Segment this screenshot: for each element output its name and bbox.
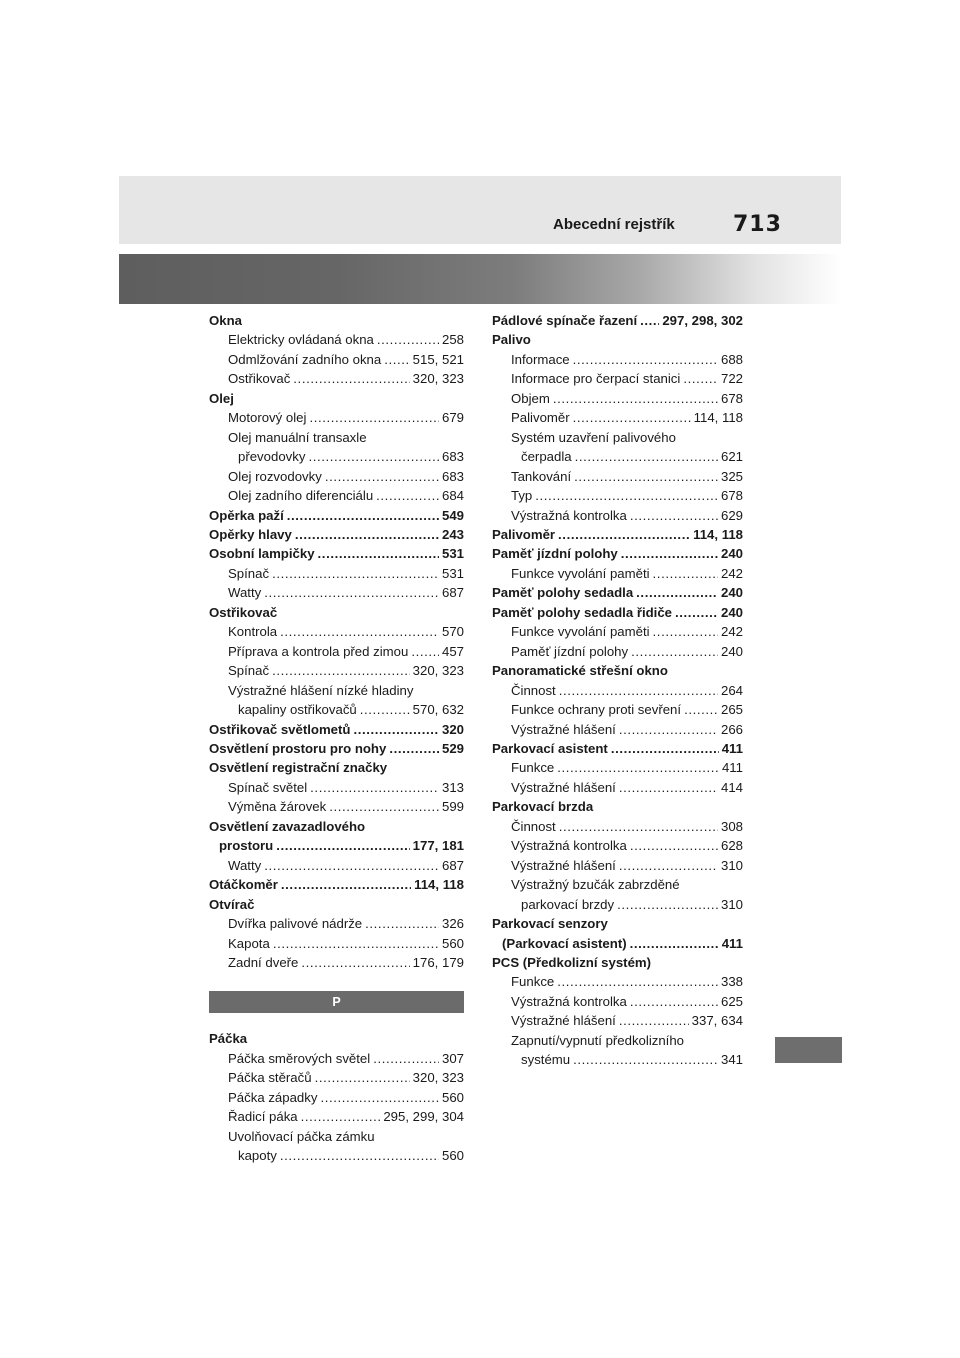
index-entry: Informace ..... 688 xyxy=(492,350,743,369)
index-heading: Otáčkoměr ..... 114, 118 xyxy=(209,875,464,894)
index-entry: Kontrola ..... 570 xyxy=(209,622,464,641)
index-entry: Objem ..... 678 xyxy=(492,389,743,408)
page-number: 713 xyxy=(733,212,782,237)
index-entry: Výstražné hlášení ..... 337, 634 xyxy=(492,1011,743,1030)
index-entry: Ostřikovač ..... 320, 323 xyxy=(209,369,464,388)
index-heading: Opěrka paží ..... 549 xyxy=(209,506,464,525)
index-entry: Funkce ..... 411 xyxy=(492,758,743,777)
index-heading: PCS (Předkolizní systém) xyxy=(492,954,652,970)
index-entry: kapaliny ostřikovačů ..... 570, 632 xyxy=(209,700,464,719)
index-heading: Palivo xyxy=(492,332,531,348)
index-entry: Výstražné hlášení nízké hladiny xyxy=(228,682,414,698)
index-heading: Osvětlení prostoru pro nohy ..... 529 xyxy=(209,739,464,758)
index-entry: Výstražné hlášení ..... 414 xyxy=(492,778,743,797)
index-entry: Motorový olej ..... 679 xyxy=(209,408,464,427)
index-heading: Paměť polohy sedadla ..... 240 xyxy=(492,583,743,602)
index-heading: Osvětlení zavazadlového xyxy=(209,818,366,834)
index-entry: Elektricky ovládaná okna ..... 258 xyxy=(209,330,464,349)
index-heading: Panoramatické střešní okno xyxy=(492,663,668,679)
section-letter-bar: P xyxy=(209,991,464,1013)
index-entry: systému ..... 341 xyxy=(492,1050,743,1069)
index-entry: Výstražný bzučák zabrzděné xyxy=(511,877,680,893)
index-entry: Řadicí páka ..... 295, 299, 304 xyxy=(209,1107,464,1126)
index-entry: Výstražná kontrolka ..... 629 xyxy=(492,506,743,525)
header-banner xyxy=(119,254,841,304)
index-entry: Výměna žárovek ..... 599 xyxy=(209,797,464,816)
index-entry: Odmlžování zadního okna ..... 515, 521 xyxy=(209,350,464,369)
index-heading: Osobní lampičky ..... 531 xyxy=(209,544,464,563)
index-entry: Olej manuální transaxle xyxy=(228,429,367,445)
index-entry: Tankování ..... 325 xyxy=(492,467,743,486)
index-entry: Funkce ..... 338 xyxy=(492,972,743,991)
side-index-tab xyxy=(775,1037,842,1063)
index-entry: Spínač ..... 320, 323 xyxy=(209,661,464,680)
index-entry: čerpadla ..... 621 xyxy=(492,447,743,466)
index-entry: Páčka stěračů ..... 320, 323 xyxy=(209,1068,464,1087)
index-entry: Paměť jízdní polohy ..... 240 xyxy=(492,642,743,661)
index-heading: Páčka xyxy=(209,1031,248,1047)
index-entry: Spínač ..... 531 xyxy=(209,564,464,583)
index-heading: Paměť polohy sedadla řidiče ..... 240 xyxy=(492,603,743,622)
index-heading: Ostřikovač xyxy=(209,604,278,620)
index-entry: Výstražné hlášení ..... 266 xyxy=(492,720,743,739)
index-entry: Zapnutí/vypnutí předkolizního xyxy=(511,1032,685,1048)
index-entry: Olej rozvodovky ..... 683 xyxy=(209,467,464,486)
index-heading: Paměť jízdní polohy ..... 240 xyxy=(492,544,743,563)
index-entry: Páčka západky ..... 560 xyxy=(209,1088,464,1107)
index-entry: Kapota ..... 560 xyxy=(209,934,464,953)
index-entry: Výstražná kontrolka ..... 625 xyxy=(492,992,743,1011)
index-heading: Ostřikovač světlometů ..... 320 xyxy=(209,720,464,739)
index-entry: Informace pro čerpací stanici ..... 722 xyxy=(492,369,743,388)
index-entry: Výstražné hlášení ..... 310 xyxy=(492,856,743,875)
index-heading: Olej xyxy=(209,390,234,406)
index-heading: Palivoměr ..... 114, 118 xyxy=(492,525,743,544)
index-heading: Pádlové spínače řazení ..... 297, 298, 302 xyxy=(492,311,743,330)
index-heading: Parkovací asistent ..... 411 xyxy=(492,739,743,758)
index-entry: Činnost ..... 308 xyxy=(492,817,743,836)
index-entry: Funkce ochrany proti sevření ..... 265 xyxy=(492,700,743,719)
index-entry: Výstražná kontrolka ..... 628 xyxy=(492,836,743,855)
index-column-left xyxy=(209,311,464,1166)
index-entry: Uvolňovací páčka zámku xyxy=(228,1128,375,1144)
index-entry: Funkce vyvolání paměti ..... 242 xyxy=(492,622,743,641)
index-heading: Opěrky hlavy ..... 243 xyxy=(209,525,464,544)
index-heading: Parkovací senzory xyxy=(492,916,608,932)
index-heading: (Parkovací asistent) ..... 411 xyxy=(492,934,743,953)
index-entry: Palivoměr ..... 114, 118 xyxy=(492,408,743,427)
index-entry: Činnost ..... 264 xyxy=(492,681,743,700)
index-entry: Watty ..... 687 xyxy=(209,856,464,875)
index-entry: parkovací brzdy ..... 310 xyxy=(492,895,743,914)
index-entry: Zadní dveře ..... 176, 179 xyxy=(209,953,464,972)
index-heading: prostoru ..... 177, 181 xyxy=(209,836,464,855)
index-entry: Typ ..... 678 xyxy=(492,486,743,505)
index-entry: Spínač světel ..... 313 xyxy=(209,778,464,797)
index-heading: Otvírač xyxy=(209,896,255,912)
index-entry: převodovky ..... 683 xyxy=(209,447,464,466)
index-entry: kapoty ..... 560 xyxy=(209,1146,464,1165)
index-heading: Parkovací brzda xyxy=(492,799,594,815)
index-entry: Systém uzavření palivového xyxy=(511,429,676,445)
index-entry: Watty ..... 687 xyxy=(209,583,464,602)
index-entry: Dvířka palivové nádrže ..... 326 xyxy=(209,914,464,933)
index-heading: Osvětlení registrační značky xyxy=(209,760,388,776)
index-entry: Olej zadního diferenciálu ..... 684 xyxy=(209,486,464,505)
index-heading: Okna xyxy=(209,313,242,328)
index-entry: Funkce vyvolání paměti ..... 242 xyxy=(492,564,743,583)
header-title: Abecední rejstřík xyxy=(553,216,675,233)
index-column-right xyxy=(492,311,743,1070)
index-entry: Příprava a kontrola před zimou ..... 457 xyxy=(209,642,464,661)
index-entry: Páčka směrových světel ..... 307 xyxy=(209,1049,464,1068)
